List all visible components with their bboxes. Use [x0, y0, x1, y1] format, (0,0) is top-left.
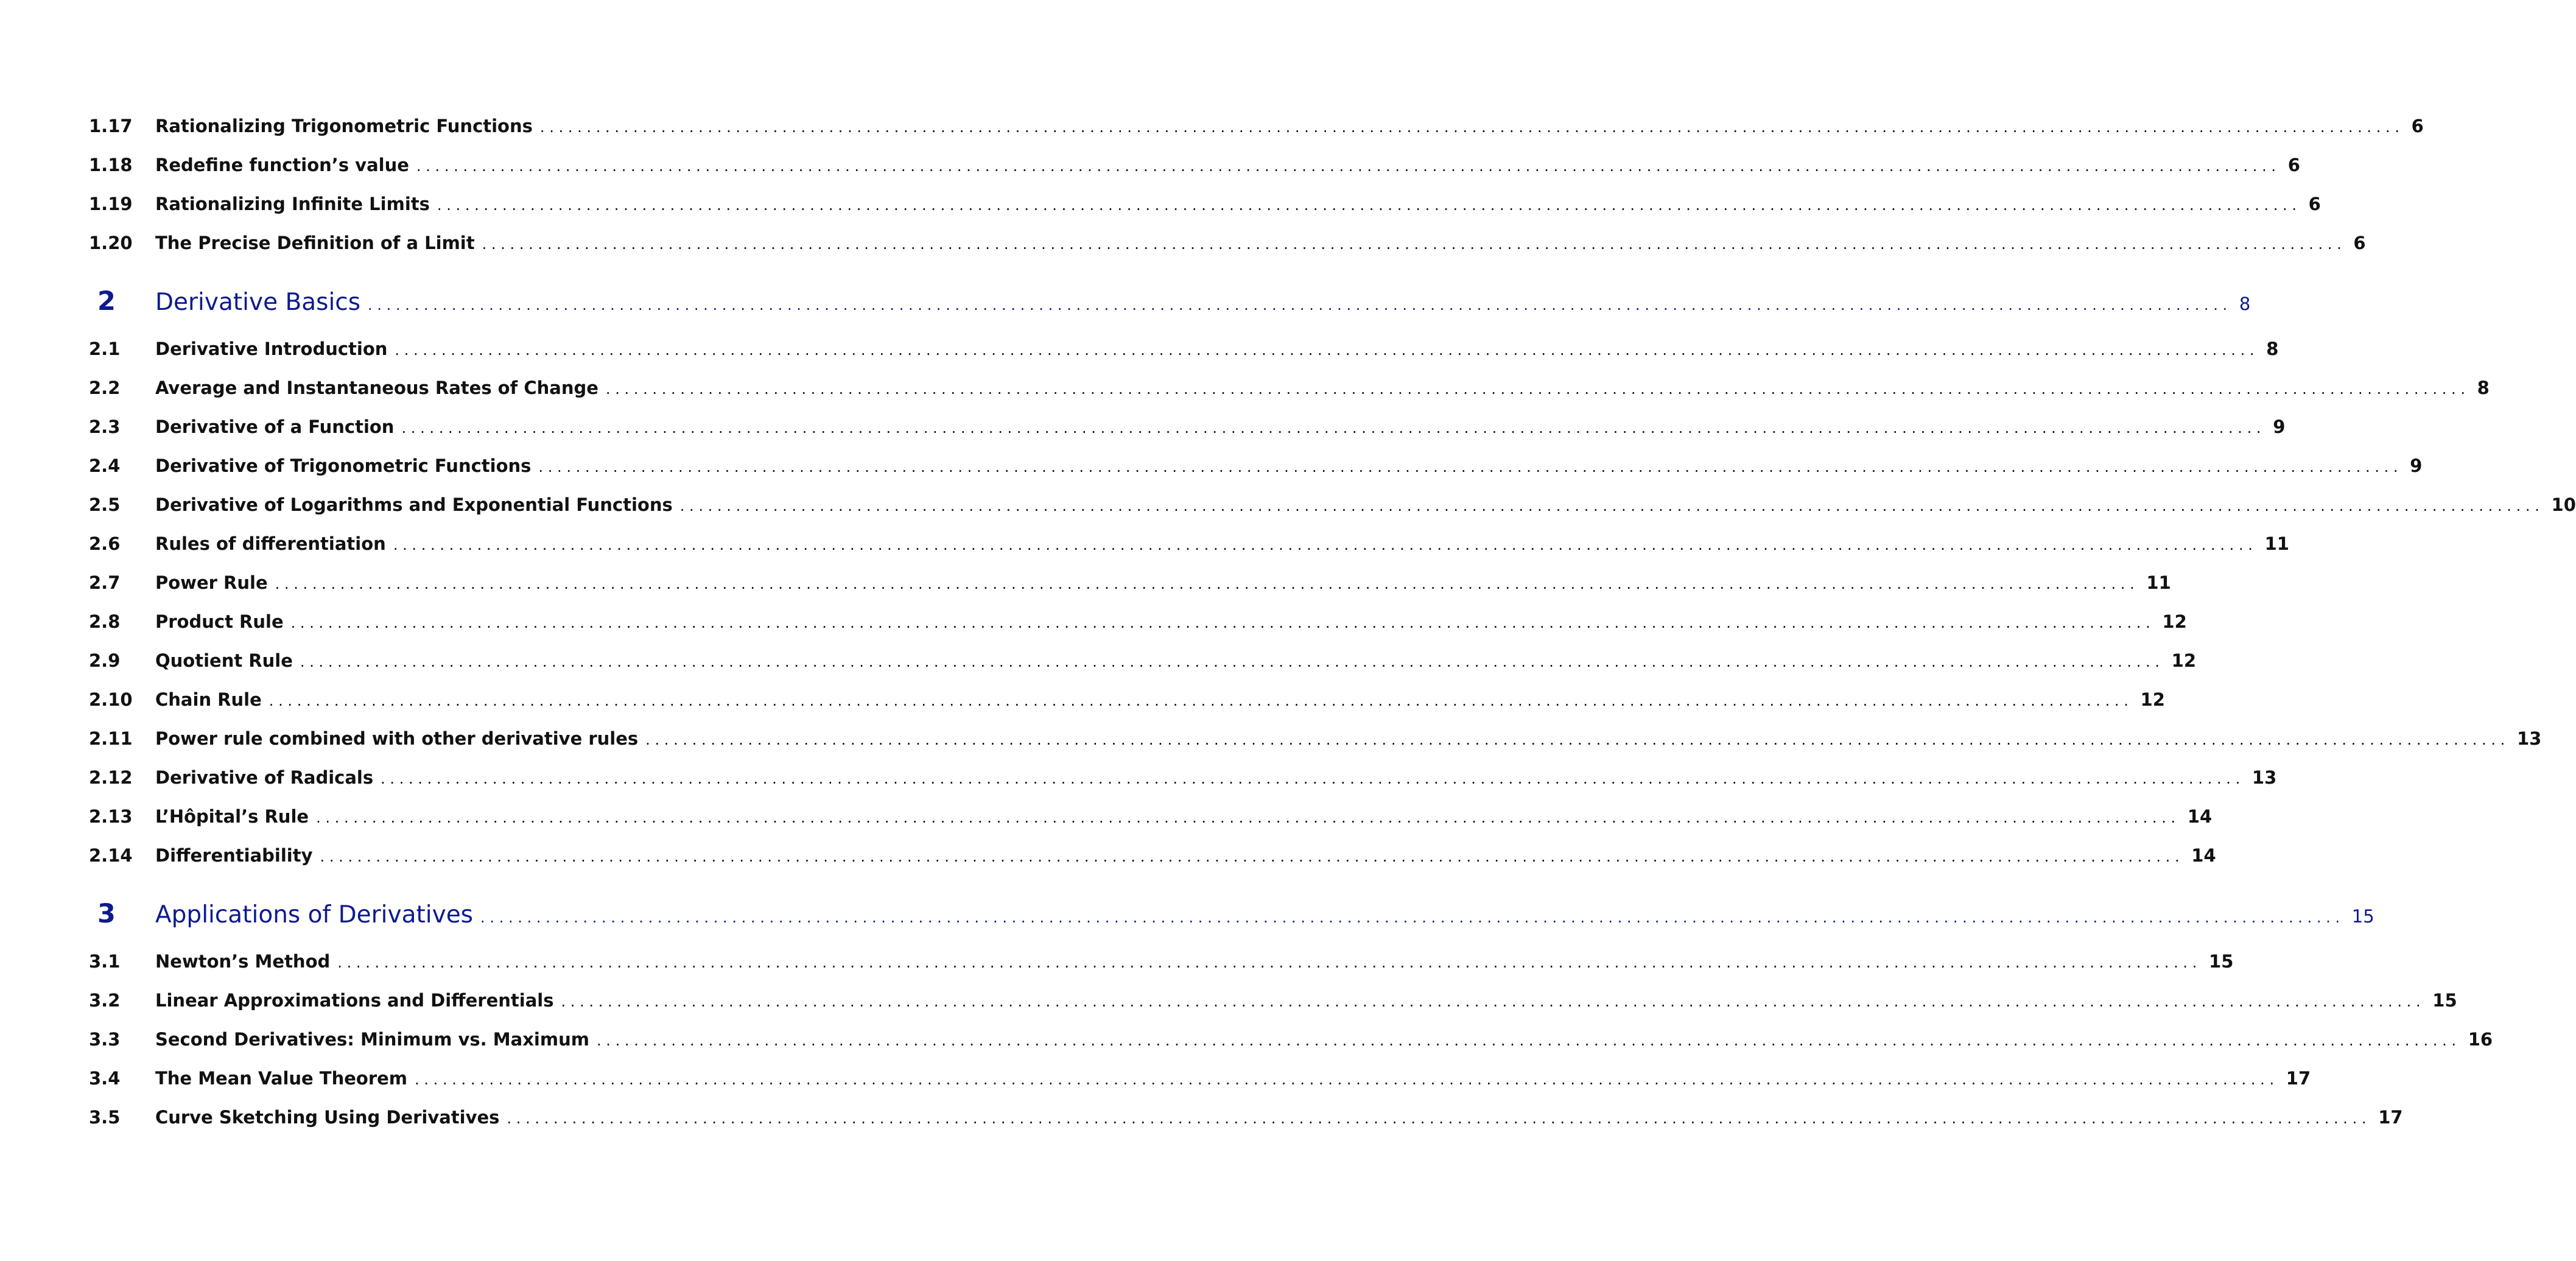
toc-entry-page: 8	[2477, 378, 2490, 398]
dot-leader: ........................................................................................................................................................................................................	[290, 614, 2155, 631]
toc-entry-number: 3.3	[89, 1029, 121, 1050]
toc-section-entry[interactable]	[89, 339, 2279, 365]
dot-leader: ........................................................................................................................................................................................................	[679, 497, 2544, 515]
toc-entry-number: 2.10	[89, 689, 133, 710]
toc-entry-number: 1.20	[89, 233, 133, 253]
toc-entry-number: 3.1	[89, 951, 121, 972]
toc-entry-title: Derivative Basics	[155, 289, 361, 316]
toc-entry-page: 13	[2516, 728, 2542, 749]
toc-entry-title: Rules of differentiation	[155, 533, 386, 554]
toc-entry-page: 14	[2187, 806, 2213, 827]
toc-entry-page: 11	[2264, 533, 2289, 554]
toc-section-entry[interactable]	[89, 194, 2321, 220]
toc-section-entry[interactable]	[89, 990, 2457, 1017]
toc-entry-page: 10	[2551, 494, 2576, 515]
toc-entry-page: 17	[2378, 1107, 2403, 1128]
toc-entry-page: 15	[2432, 990, 2457, 1011]
toc-entry-title: Rationalizing Trigonometric Functions	[155, 116, 533, 136]
toc-section-entry[interactable]	[89, 455, 2423, 482]
dot-leader: ........................................................................................................................................................................................................	[605, 381, 2470, 398]
dot-leader: ........................................................................................................................................................................................................	[320, 848, 2185, 865]
toc-entry-title: Derivative of Radicals	[155, 767, 374, 788]
toc-section-entry[interactable]	[89, 1029, 2493, 1056]
toc-entry-title: Chain Rule	[155, 689, 262, 710]
toc-entry-title: Differentiability	[155, 845, 313, 866]
toc-entry-title: Power rule combined with other derivative rules	[155, 728, 639, 749]
toc-entry-title: Applications of Derivatives	[155, 901, 474, 929]
dot-leader: ........................................................................................................................................................................................................	[416, 158, 2281, 175]
toc-entry-page: 12	[2171, 650, 2197, 671]
toc-section-entry[interactable]	[89, 1068, 2311, 1095]
toc-section-entry[interactable]	[89, 116, 2424, 142]
dot-leader: ........................................................................................................................................................................................................	[561, 993, 2426, 1010]
toc-entry-number: 2.8	[89, 611, 121, 632]
toc-entry-title: Derivative of a Function	[155, 416, 395, 437]
toc-entry-number: 1.17	[89, 116, 133, 136]
toc-entry-number: 3.4	[89, 1068, 121, 1089]
toc-entry-page: 13	[2251, 767, 2277, 788]
dot-leader: ........................................................................................................................................................................................................	[480, 909, 2345, 926]
toc-entry-title: Curve Sketching Using Derivatives	[155, 1107, 500, 1128]
toc-entry-number: 3	[97, 899, 116, 929]
dot-leader: ........................................................................................................................................................................................................	[393, 536, 2258, 553]
toc-section-entry[interactable]	[89, 806, 2213, 833]
toc-entry-number: 2.6	[89, 533, 121, 554]
dot-leader: ........................................................................................................................................................................................................	[507, 1110, 2371, 1127]
toc-entry-number: 2.9	[89, 650, 121, 671]
toc-entry-page: 6	[2411, 116, 2424, 136]
toc-entry-page: 15	[2209, 951, 2234, 972]
toc-section-entry[interactable]	[89, 416, 2286, 443]
toc-entry-title: Newton’s Method	[155, 951, 331, 972]
toc-section-entry[interactable]	[89, 767, 2277, 794]
dot-leader: ........................................................................................................................................................................................................	[538, 458, 2403, 476]
toc-entry-page: 6	[2287, 155, 2300, 175]
toc-entry-title: Quotient Rule	[155, 650, 293, 671]
toc-section-entry[interactable]	[89, 689, 2165, 716]
toc-entry-page: 8	[2266, 339, 2279, 359]
toc-entry-title: Linear Approximations and Differentials	[155, 990, 554, 1011]
toc-section-entry[interactable]	[89, 845, 2216, 872]
toc-section-entry[interactable]	[89, 494, 2576, 521]
toc-entry-number: 1.19	[89, 194, 133, 214]
toc-entry-page: 8	[2239, 293, 2251, 314]
toc-entry-page: 12	[2140, 689, 2165, 710]
toc-entry-number: 2.12	[89, 767, 133, 788]
dot-leader: ........................................................................................................................................................................................................	[645, 731, 2510, 748]
toc-section-entry[interactable]	[89, 533, 2289, 560]
toc-section-entry[interactable]	[89, 155, 2300, 181]
toc-entry-page: 9	[2273, 416, 2286, 437]
toc-section-entry[interactable]	[89, 572, 2171, 599]
toc-section-entry[interactable]	[89, 233, 2366, 259]
toc-entry-number: 2.4	[89, 455, 121, 476]
toc-entry-page: 17	[2286, 1068, 2311, 1089]
dot-leader: ........................................................................................................................................................................................................	[275, 575, 2139, 592]
dot-leader: ........................................................................................................................................................................................................	[395, 342, 2259, 359]
toc-entry-number: 2.13	[89, 806, 133, 827]
toc-entry-number: 2.7	[89, 572, 121, 593]
dot-leader: ........................................................................................................................................................................................................	[482, 236, 2346, 253]
toc-entry-title: Product Rule	[155, 611, 284, 632]
toc-section-entry[interactable]	[89, 1107, 2403, 1134]
toc-entry-number: 2.3	[89, 416, 121, 437]
dot-leader: ........................................................................................................................................................................................................	[401, 420, 2266, 437]
dot-leader: ........................................................................................................................................................................................................	[596, 1032, 2461, 1049]
toc-entry-title: Derivative of Trigonometric Functions	[155, 455, 532, 476]
dot-leader: ........................................................................................................................................................................................................	[381, 770, 2245, 787]
dot-leader: ........................................................................................................................................................................................................	[415, 1071, 2279, 1088]
toc-entry-title: Power Rule	[155, 572, 268, 593]
toc-entry-page: 9	[2410, 455, 2423, 476]
toc-entry-number: 2.14	[89, 845, 133, 866]
toc-entry-number: 1.18	[89, 155, 133, 175]
toc-section-entry[interactable]	[89, 611, 2187, 638]
dot-leader: ........................................................................................................................................................................................................	[337, 954, 2202, 971]
toc-entry-number: 2.1	[89, 339, 121, 359]
dot-leader: ........................................................................................................................................................................................................	[300, 653, 2164, 670]
toc-entry-title: Derivative of Logarithms and Exponential Functions	[155, 494, 673, 515]
toc-entry-page: 12	[2162, 611, 2187, 632]
toc-chapter-entry[interactable]	[89, 286, 2251, 320]
toc-entry-title: Rationalizing Infinite Limits	[155, 194, 430, 214]
toc-section-entry[interactable]	[89, 951, 2234, 978]
toc-entry-number: 2.11	[89, 728, 133, 749]
dot-leader: ........................................................................................................................................................................................................	[539, 119, 2404, 136]
toc-entry-number: 2.5	[89, 494, 121, 515]
toc-entry-page: 16	[2468, 1029, 2493, 1050]
toc-section-entry[interactable]	[89, 728, 2542, 755]
toc-entry-number: 2	[97, 286, 116, 317]
toc-entry-number: 3.2	[89, 990, 121, 1011]
toc-entry-title: Redefine function’s value	[155, 155, 409, 175]
toc-entry-page: 6	[2308, 194, 2321, 214]
toc-entry-title: L’Hôpital’s Rule	[155, 806, 309, 827]
toc-entry-title: Average and Instantaneous Rates of Change	[155, 378, 598, 398]
toc-section-entry[interactable]	[89, 378, 2490, 404]
toc-chapter-entry[interactable]	[89, 899, 2374, 933]
toc-entry-page: 14	[2191, 845, 2216, 866]
toc-entry-page: 6	[2353, 233, 2366, 253]
dot-leader: ........................................................................................................................................................................................................	[268, 692, 2133, 709]
toc-entry-title: Derivative Introduction	[155, 339, 388, 359]
dot-leader: ........................................................................................................................................................................................................	[368, 297, 2232, 314]
toc-section-entry[interactable]	[89, 650, 2197, 677]
toc-entry-page: 15	[2351, 906, 2374, 927]
toc-entry-number: 2.2	[89, 378, 121, 398]
toc-entry-title: Second Derivatives: Minimum vs. Maximum	[155, 1029, 589, 1050]
toc-entry-number: 3.5	[89, 1107, 121, 1128]
dot-leader: ........................................................................................................................................................................................................	[437, 197, 2301, 214]
toc-entry-title: The Precise Definition of a Limit	[155, 233, 475, 253]
toc-entry-page: 11	[2146, 572, 2171, 593]
dot-leader: ........................................................................................................................................................................................................	[316, 809, 2180, 826]
toc-entry-title: The Mean Value Theorem	[155, 1068, 408, 1089]
